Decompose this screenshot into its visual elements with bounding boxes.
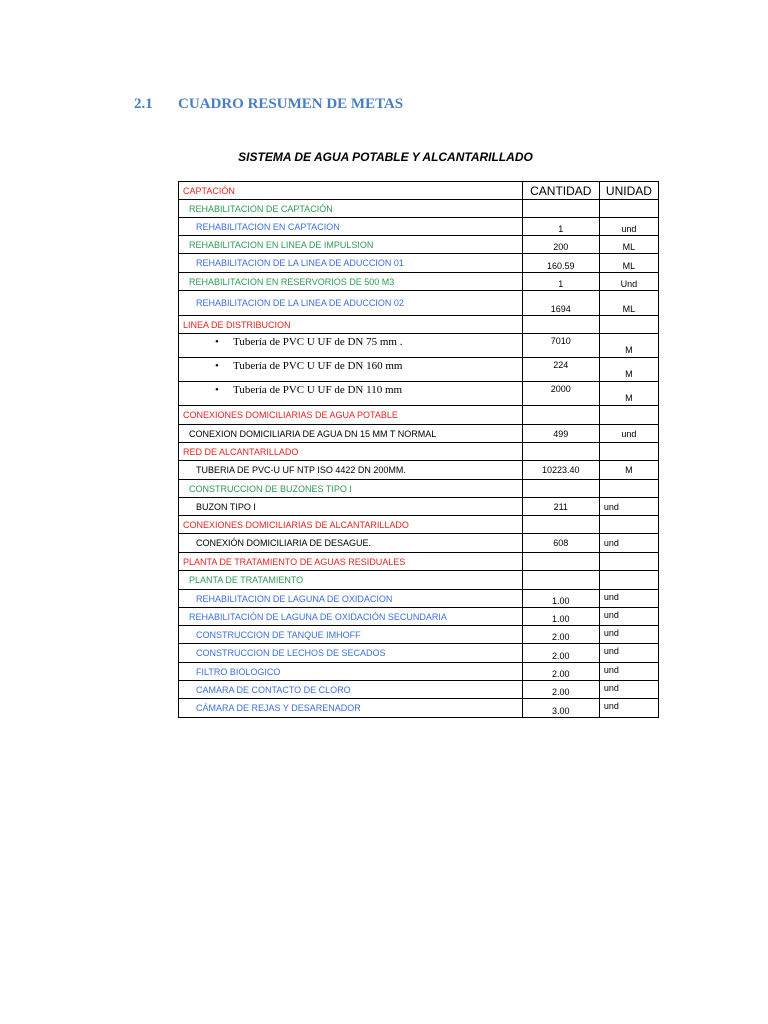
row-qty: 2.00 [522,626,599,644]
row-unit [599,406,658,425]
row-label: RED DE ALCANTARILLADO [179,443,523,461]
section-number: 2.1 [134,96,153,112]
row-qty: 2000 [522,382,599,406]
table-row [179,382,659,406]
row-label: CONEXIONES DOMICILIARIAS DE AGUA POTABLE [179,406,523,425]
row-label: CAPTACIÓN [179,182,523,200]
table-row [179,443,659,461]
row-label: CAMARA DE CONTACTO DE CLORO [179,681,523,699]
row-unit: M [599,461,658,480]
table-row [179,200,659,218]
row-qty: 1 [522,218,599,236]
row-unit: und [599,218,658,236]
row-qty: 608 [522,534,599,553]
row-unit: und [599,608,658,626]
row-label: LINEA DE DISTRIBUCION [179,316,523,334]
row-unit [599,316,658,334]
row-unit [599,571,658,590]
row-unit: Und [599,273,658,291]
row-qty [522,406,599,425]
table-row [179,534,659,553]
section-heading [134,96,403,113]
row-label: REHABILITACION EN LINEA DE IMPULSION [179,236,523,254]
row-unit [599,200,658,218]
row-label: REHABILITACION DE LA LINEA DE ADUCCION 01 [179,254,523,273]
row-qty: 7010 [522,334,599,358]
section-title: CUADRO RESUMEN DE METAS [178,96,404,112]
row-label: CONSTRUCCION DE BUZONES TIPO I [179,480,523,498]
row-qty: 499 [522,425,599,443]
row-label: REHABILITACION EN CAPTACION [179,218,523,236]
table-row [179,553,659,571]
row-unit: und [599,534,658,553]
row-qty: 2.00 [522,663,599,681]
row-label: Tubería de PVC U UF de DN 110 mm [233,384,403,396]
row-qty: 224 [522,358,599,382]
row-label: CONSTRUCCION DE TANQUE IMHOFF [179,626,523,644]
row-qty: 2.00 [522,644,599,663]
table-row [179,273,659,291]
row-qty [522,553,599,571]
row-qty [522,200,599,218]
row-label: REHABILITACION DE LA LINEA DE ADUCCION 02 [179,291,523,316]
row-label: REHABILITACIÓN DE LAGUNA DE OXIDACIÓN SECUNDARIA [179,608,523,626]
row-unit: und [599,644,658,663]
metas-table [178,181,659,718]
row-label: CONSTRUCCION DE LECHOS DE SECADOS [179,644,523,663]
table-row [179,218,659,236]
row-qty: 3.00 [522,699,599,718]
row-label: CÁMARA DE REJAS Y DESARENADOR [179,699,523,718]
row-unit: M [599,382,658,406]
table-row [179,291,659,316]
table-row [179,334,659,358]
row-qty: 1.00 [522,608,599,626]
row-qty: 160.59 [522,254,599,273]
row-label: PLANTA DE TRATAMIENTO DE AGUAS RESIDUALES [179,553,523,571]
row-qty: 1 [522,273,599,291]
row-label-bullet [179,334,523,358]
table-row [179,480,659,498]
row-label: BUZON TIPO I [179,498,523,516]
row-unit: ML [599,291,658,316]
row-unit: ML [599,254,658,273]
row-unit [599,553,658,571]
row-qty: 10223.40 [522,461,599,480]
row-label: FILTRO BIOLOGICO [179,663,523,681]
row-qty: 211 [522,498,599,516]
row-qty [522,316,599,334]
table-row [179,663,659,681]
table-row [179,182,659,200]
table-row [179,358,659,382]
table-row [179,626,659,644]
row-label: CONEXIÓN DOMICILIARIA DE DESAGUE. [179,534,523,553]
row-label-bullet [179,382,523,406]
table-row [179,516,659,534]
table-row [179,316,659,334]
bullet-icon: • [215,336,219,348]
table-row [179,681,659,699]
row-unit: und [599,626,658,644]
table-row [179,590,659,608]
row-unit: und [599,663,658,681]
row-label: PLANTA DE TRATAMIENTO [179,571,523,590]
row-qty [522,480,599,498]
row-label-bullet [179,358,523,382]
row-label: TUBERIA DE PVC-U UF NTP ISO 4422 DN 200MM. [179,461,523,480]
row-qty: 200 [522,236,599,254]
table-row [179,236,659,254]
bullet-icon: • [215,384,219,396]
table-subtitle: SISTEMA DE AGUA POTABLE Y ALCANTARILLADO [238,150,533,164]
row-unit [599,480,658,498]
row-qty: 2.00 [522,681,599,699]
table-row [179,406,659,425]
table-row [179,699,659,718]
row-unit: und [599,699,658,718]
row-qty [522,516,599,534]
row-qty [522,443,599,461]
bullet-icon: • [215,360,219,372]
row-unit: und [599,590,658,608]
row-label: REHABILITACION DE LAGUNA DE OXIDACION [179,590,523,608]
row-qty [522,571,599,590]
row-qty: 1694 [522,291,599,316]
column-header-unidad: UNIDAD [599,182,658,200]
row-unit [599,516,658,534]
row-unit: ML [599,236,658,254]
row-label: CONEXION DOMICILIARIA DE AGUA DN 15 MM T NORMAL [179,425,523,443]
row-label: REHABILITACION DE CAPTACIÓN [179,200,523,218]
table-row [179,644,659,663]
row-unit: und [599,498,658,516]
row-label: CONEXIONES DOMICILIARIAS DE ALCANTARILLADO [179,516,523,534]
table-row [179,571,659,590]
row-unit: M [599,334,658,358]
table-row [179,498,659,516]
table-row [179,608,659,626]
row-unit: und [599,425,658,443]
row-label: Tubería de PVC U UF de DN 75 mm . [233,336,403,348]
row-qty: 1.00 [522,590,599,608]
row-unit [599,443,658,461]
table-row [179,461,659,480]
row-label: Tubería de PVC U UF de DN 160 mm [233,360,403,372]
row-unit: M [599,358,658,382]
table-row [179,254,659,273]
column-header-cantidad: CANTIDAD [522,182,599,200]
table-row [179,425,659,443]
row-unit: und [599,681,658,699]
row-label: REHABILITACION EN RESERVORIOS DE 500 M3 [179,273,523,291]
